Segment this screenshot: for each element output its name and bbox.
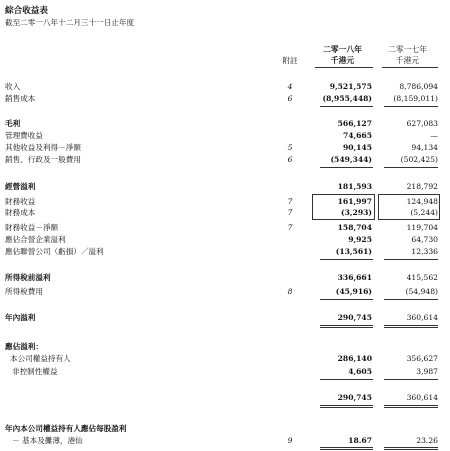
table-row (0, 366, 450, 377)
row-label: 應佔合營企業溢利 (5, 235, 66, 244)
table-row (0, 435, 450, 446)
row-value-2018: 286,140 (337, 354, 372, 363)
double-rule (320, 407, 373, 408)
table-row (0, 246, 450, 257)
row-value-2018: (13,561) (335, 247, 372, 256)
row-value-2017: 415,562 (406, 273, 438, 282)
table-row (0, 341, 450, 352)
row-label: 財務成本 (5, 208, 36, 217)
table-row (0, 196, 450, 207)
subtotal-rule (384, 379, 438, 380)
row-note: 7 (287, 208, 293, 217)
row-label: 所得稅前溢利 (5, 273, 51, 282)
row-value-2018: 18.67 (348, 436, 372, 445)
row-note: 6 (287, 94, 293, 103)
table-row (0, 222, 450, 233)
row-value-2017: 119,704 (406, 223, 438, 232)
double-rule (320, 325, 373, 326)
row-label: 其他收益及利得－淨額 (5, 143, 81, 152)
row-note: 6 (287, 155, 293, 164)
row-value-2017: 218,792 (406, 182, 438, 191)
row-value-2018: (549,344) (330, 155, 372, 164)
subtotal-rule (320, 259, 373, 260)
row-note: 7 (287, 197, 293, 206)
row-value-2017: 8,786,094 (399, 82, 438, 91)
double-rule (384, 405, 438, 406)
table-row (0, 423, 450, 434)
row-value-2017: 356,627 (406, 354, 438, 363)
row-label: 經營溢利 (5, 182, 36, 191)
row-label: 本公司權益持有人 (10, 354, 71, 363)
statement-title: 綜合收益表 (5, 6, 48, 16)
row-value-2017: (5,244) (410, 208, 438, 217)
double-rule (320, 449, 373, 450)
row-label: － 基本及攤薄，港仙 (12, 436, 83, 445)
subtotal-rule (320, 106, 373, 107)
row-value-2018: 161,997 (337, 197, 372, 206)
double-rule (384, 327, 438, 328)
row-value-2018: 158,704 (337, 223, 372, 232)
table-row (0, 118, 450, 129)
table-row (0, 142, 450, 153)
row-note: 7 (287, 223, 293, 232)
table-row (0, 154, 450, 165)
row-value-2018: (3,293) (341, 208, 372, 217)
row-note: 5 (287, 143, 293, 152)
row-label: 管理費收益 (5, 131, 43, 140)
header-underline-current (315, 67, 373, 68)
row-value-2017: 23.26 (416, 436, 438, 445)
row-value-2017: (8,159,011) (393, 94, 438, 103)
double-rule (384, 325, 438, 326)
row-value-2017: (502,425) (400, 155, 438, 164)
table-row (0, 312, 450, 323)
table-row (0, 234, 450, 245)
subtotal-rule (384, 299, 438, 300)
row-label: 財務收益 (5, 197, 36, 206)
row-label: 所得稅費用 (5, 287, 43, 296)
subtotal-rule (320, 379, 373, 380)
row-value-2017: — (430, 131, 438, 140)
row-label: 應佔溢利： (5, 342, 43, 351)
table-row (0, 81, 450, 92)
prior-year-header: 二零一七年 (388, 45, 427, 54)
subtotal-rule (384, 167, 438, 168)
row-value-2018: 74,665 (342, 131, 372, 140)
table-row (0, 93, 450, 104)
row-value-2018: 336,661 (337, 273, 372, 282)
subtotal-rule (320, 167, 373, 168)
table-row (0, 353, 450, 364)
header-underline-prior (382, 67, 438, 68)
row-value-2017: (54,948) (405, 287, 438, 296)
double-rule (384, 447, 438, 448)
row-label: 收入 (5, 82, 21, 91)
subtotal-rule (320, 299, 373, 300)
current-unit-header: 千港元 (330, 56, 355, 65)
current-year-header: 二零一八年 (323, 45, 362, 54)
double-rule (320, 327, 373, 328)
row-label: 銷售、行政及一般費用 (5, 155, 81, 164)
double-rule (384, 407, 438, 408)
row-note: 4 (287, 82, 293, 91)
row-value-2018: (45,916) (335, 287, 372, 296)
row-value-2018: 9,925 (348, 235, 372, 244)
row-value-2017: 3,987 (416, 367, 438, 376)
table-row (0, 130, 450, 141)
table-row (0, 286, 450, 297)
row-value-2018: 290,745 (337, 393, 372, 402)
table-row (0, 207, 450, 218)
subtotal-rule (384, 259, 438, 260)
row-value-2018: 9,521,575 (329, 82, 372, 91)
row-value-2017: 360,614 (406, 393, 438, 402)
row-value-2018: 566,127 (337, 119, 372, 128)
table-row (0, 392, 450, 403)
double-rule (320, 405, 373, 406)
row-value-2017: 64,730 (411, 235, 438, 244)
row-label: 年內溢利 (5, 313, 36, 322)
row-label: 年內本公司權益持有人應佔每股盈利 (5, 424, 127, 433)
row-note: 8 (287, 287, 293, 296)
prior-unit-header: 千港元 (395, 56, 420, 65)
table-row (0, 181, 450, 192)
row-value-2017: 94,134 (411, 143, 438, 152)
row-value-2018: 90,145 (342, 143, 372, 152)
subtotal-rule (384, 106, 438, 107)
row-value-2017: 12,336 (411, 247, 438, 256)
statement-period: 截至二零一八年十二月三十一日止年度 (5, 18, 135, 27)
row-label: 銷售成本 (5, 94, 36, 103)
row-value-2018: 290,745 (337, 313, 372, 322)
row-value-2017: 627,083 (406, 119, 438, 128)
row-value-2017: 360,614 (406, 313, 438, 322)
table-row (0, 272, 450, 283)
row-value-2018: 181,593 (337, 182, 372, 191)
row-label: 毛利 (5, 119, 21, 128)
row-value-2018: 4,605 (348, 367, 372, 376)
note-column-header: 附註 (282, 56, 298, 65)
row-note: 9 (287, 436, 293, 445)
row-value-2017: 124,948 (406, 197, 438, 206)
row-label: 非控制性權益 (12, 367, 58, 376)
double-rule (384, 449, 438, 450)
row-label: 應佔聯營公司（虧損）／溢利 (5, 247, 104, 256)
row-label: 財務收益－淨額 (5, 223, 59, 232)
double-rule (320, 447, 373, 448)
row-value-2018: (8,955,448) (322, 94, 372, 103)
